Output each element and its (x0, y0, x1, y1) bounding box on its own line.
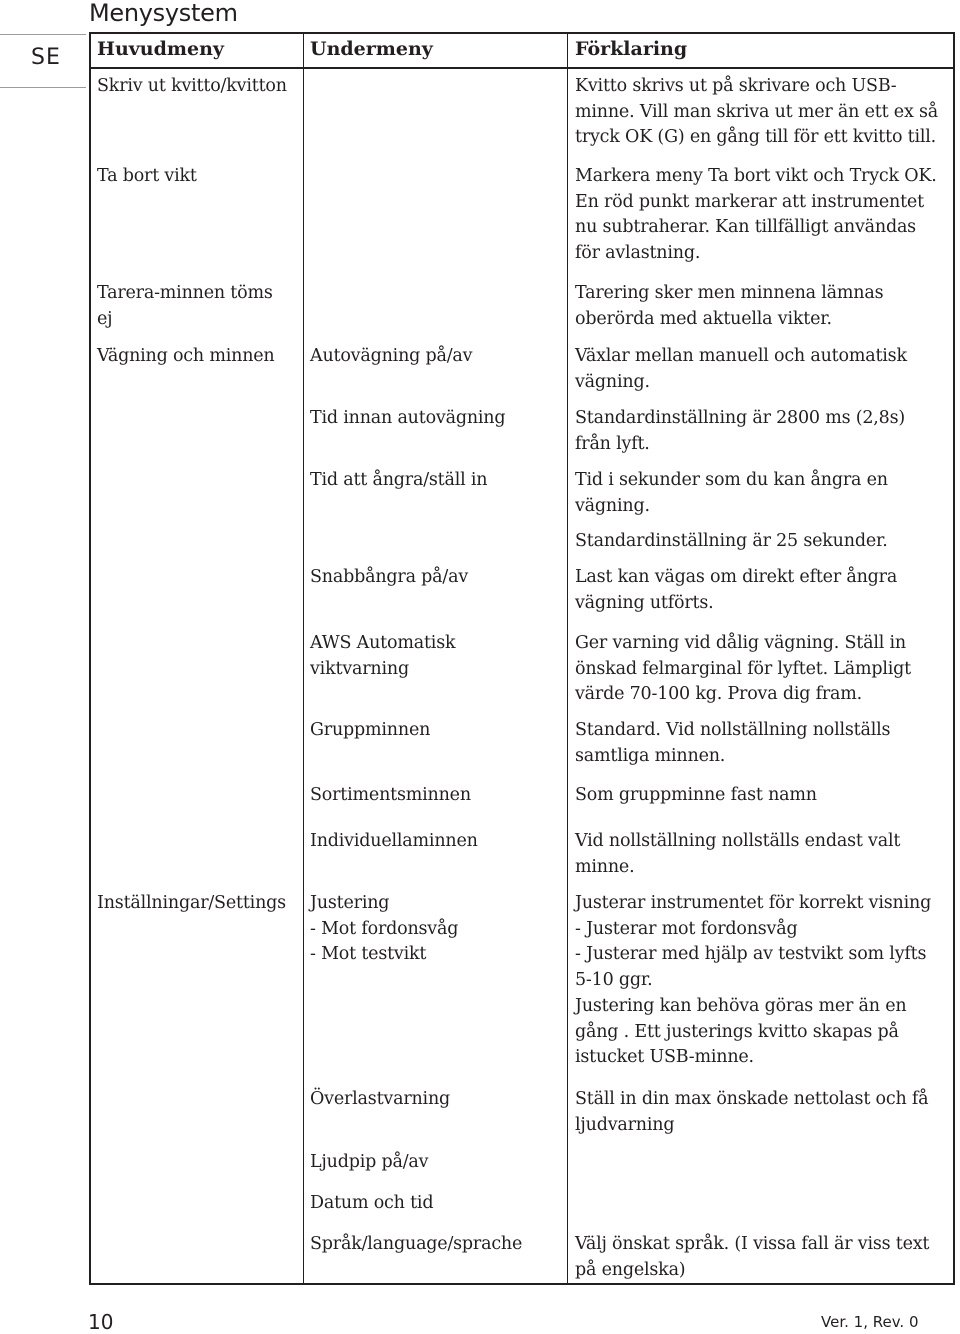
table-row-main: Skriv ut kvitto/kvitton (97, 76, 287, 96)
column-header-explanation: Förklaring (575, 38, 688, 60)
table-row-explanation: Kvitto skrivs ut på skrivare och USB- minne. Vill man skriva ut mer än ett ex så tryck OK (G) en gång till för ett kvitto till. (575, 76, 938, 148)
table-row-sub: Tid att ångra/ställ in (310, 470, 488, 490)
table-row-explanation: Ger varning vid dålig vägning. Ställ in önskad felmarginal för lyftet. Lämpligt värde 70-100 kg. Prova dig fram. (575, 633, 912, 705)
table-row-explanation: Välj önskat språk. (I vissa fall är viss text på engelska) (575, 1234, 930, 1280)
table-row-main: Vägning och minnen (97, 346, 275, 366)
column-header-submenu: Undermeny (310, 38, 433, 60)
table-row-sub: Autovägning på/av (310, 346, 473, 366)
table-row-sub: Individuellaminnen (310, 831, 478, 851)
table-row-explanation: Ställ in din max önskade nettolast och få ljudvarning (575, 1089, 929, 1135)
table-row-explanation: Som gruppminne fast namn (575, 785, 817, 805)
table-row-explanation: Standard. Vid nollställning nollställs samtliga minnen. (575, 720, 891, 766)
table-row-sub: Tid innan autovägning (310, 408, 506, 428)
table-row-sub: Ljudpip på/av (310, 1152, 429, 1172)
table-row-sub: Snabbångra på/av (310, 567, 469, 587)
column-header-main-menu: Huvudmeny (97, 38, 224, 60)
language-tab-top-rule (0, 34, 86, 35)
table-row-sub: AWS Automatisk viktvarning (310, 633, 456, 679)
table-row-explanation: Vid nollställning nollställs endast valt minne. (575, 831, 901, 877)
table-row-main: Ta bort vikt (97, 166, 197, 186)
table-row-sub: Gruppminnen (310, 720, 431, 740)
version-label: Ver. 1, Rev. 0 (821, 1313, 919, 1331)
table-row-explanation: Växlar mellan manuell och automatisk vägning. (575, 346, 907, 392)
page-title: Menysystem (89, 0, 238, 27)
table-row-explanation: Justerar instrumentet för korrekt visning - Justerar mot fordonsvåg - Justerar med hjälp av testvikt som lyfts 5-10 ggr. Justering kan behöva göras mer än en gång . Ett justerings kvitto skapas på istucket USB-minne. (575, 893, 932, 1068)
column-divider-main-sub (303, 33, 304, 1284)
table-row-explanation: Markera meny Ta bort vikt och Tryck OK. En röd punkt markerar att instrumentet nu subtraherar. Kan tillfälligt användas för avlastning. (575, 166, 937, 264)
table-row-explanation: Standardinställning är 25 sekunder. (575, 531, 888, 551)
table-row-explanation: Standardinställning är 2800 ms (2,8s) från lyft. (575, 408, 906, 454)
language-tab-bottom-rule (0, 87, 86, 88)
table-row-sub: Språk/language/sprache (310, 1234, 523, 1254)
table-row-explanation: Tid i sekunder som du kan ångra en vägning. (575, 470, 888, 516)
language-code: SE (31, 45, 61, 70)
table-row-sub: Datum och tid (310, 1193, 434, 1213)
column-divider-sub-explanation (567, 33, 568, 1284)
table-row-explanation: Tarering sker men minnena lämnas oberörda med aktuella vikter. (575, 283, 884, 329)
table-header-rule (89, 67, 955, 69)
table-row-sub: Justering - Mot fordonsvåg - Mot testvikt (310, 893, 459, 965)
table-row-sub: Överlastvarning (310, 1089, 451, 1109)
table-row-main: Tarera-minnen töms ej (97, 283, 273, 329)
table-row-sub: Sortimentsminnen (310, 785, 471, 805)
table-row-main: Inställningar/Settings (97, 893, 286, 913)
table-row-explanation: Last kan vägas om direkt efter ångra vägning utförts. (575, 567, 898, 613)
page-number: 10 (88, 1310, 114, 1334)
